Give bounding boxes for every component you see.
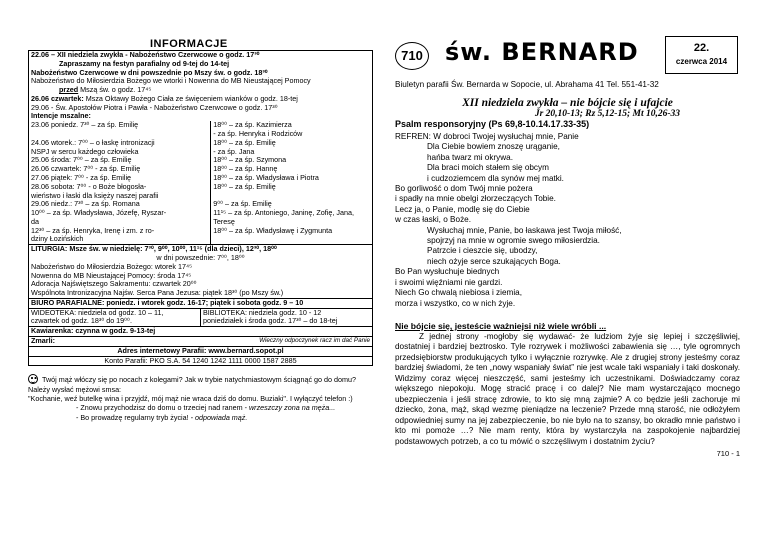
psalm-title: Psalm responsoryjny (Ps 69,8-10.14.17.33-35) — [395, 119, 590, 129]
bulletin-title: św. BERNARD — [445, 38, 639, 66]
wideoteka-biblioteka — [29, 308, 372, 327]
mass-morning: 25.06 środa: 7⁰⁰ – za śp. Emilię — [29, 156, 211, 165]
date-month: czerwca 2014 — [675, 57, 728, 66]
smiley-icon — [28, 374, 38, 384]
info-box — [28, 50, 373, 366]
mass-evening: 18⁰⁰ – za śp. Emilię — [213, 181, 276, 191]
wideoteka: WIDEOTEKA: niedziela od godz. 10 – 11, czwartek od godz. 18³⁰ do 19⁰⁰. — [31, 307, 164, 326]
liturgia-line-3: Nowenna do MB Nieustającej Pomocy: środa 17⁴⁵ — [31, 270, 192, 280]
mass-intentions-table — [29, 121, 372, 244]
mass-row — [29, 183, 372, 201]
joke-line-1-text: - Znowu przychodzisz do domu o trzeciej nad ranem - — [76, 403, 247, 413]
mass-evening: 18⁰⁰ – za śp. Władysława i Piotra — [213, 172, 319, 182]
mass-evening: 18⁰⁰ – za śp. Szymona — [213, 155, 287, 165]
liturgia-line-5: Wspólnota Intronizacyjna Najśw. Serca Pana Jezusa: piątek 18³⁰ (po Mszy św.) — [31, 288, 284, 298]
liturgia-line-4: Adoracja Najświętszego Sakramentu: czwartek 20⁰⁰ — [31, 279, 197, 289]
article-body: Z jednej strony -mogłoby się wydawać- że ludziom żyje się lepiej i szczęśliwiej, dostatniej i bardziej beztrosko. Tyle rozrywek i możliwości zabawienia się …, tyle ogromnych przedsiębiorstw produkujących tylko i wyłącznie rozrywkę. Ale z drugiej strony jesteśmy coraz bardziej świadomi, że ten „nowy wspaniały świat” nie jest wcale taki wspaniały i taki doskonały. Widzimy coraz więcej nieszczęść, sami jesteśmy ich uczestnikami. Doświadczamy coraz większego niepokoju. Mogę stracić pracę i co dalej? Nie mam wystarczająco mocnego ubezpieczenia i jeśli stracę zdrowie, to kto się mną zajmie? A co będzie jeśli zachoruje mi dziecko, żona, mąż, skąd wezmę pieniądze na leczenie? Przede mną starość, nie odłożyłem odpowiedniej sumy na jej zabezpieczenie, bo nie było na to szansy, bo okradło mnie państwo i kto mi pomoże …? Nie mam renty, która by wystarczyła na zaspokojenie najbardziej podstawowych potrzeb, a co tu mówić o szczęśliwym i dostatnim życiu? — [395, 331, 740, 446]
joke-line-1 — [28, 403, 373, 412]
biuro-parafialne: BIURO PARAFIALNE: poniedz. i wtorek godz. 16-17; piątek i sobota godz. 9 – 10 — [29, 298, 372, 308]
info-title: INFORMACJE — [150, 38, 228, 50]
mass-morning: 26.06 czwartek: 7⁰⁰ - za śp. Emilię — [29, 165, 211, 174]
info-line: 22.06 – XII niedziela zwykła - Nabożeństwo Czerwcowe o godz. 17³⁰ — [31, 50, 260, 59]
przed-emphasis: przed — [59, 85, 79, 95]
psalm-line: hańba twarz mi okrywa. — [427, 152, 514, 162]
joke-line-1-italic: wrzeszczy zona na męża... — [246, 403, 336, 413]
psalm-line: Patrzcie i cieszcie się, ubodzy, — [427, 246, 538, 256]
mass-morning: 24.06 wtorek.: 7⁰⁰ – o łaskę intronizacji NSPJ w sercu każdego człowieka — [29, 139, 211, 157]
mass-evening: 18⁰⁰ – za śp. Hannę — [213, 164, 278, 174]
joke-section — [28, 374, 373, 422]
psalm-line: Bo gorliwość o dom Twój mnie pożera — [395, 184, 533, 194]
liturgia-line-1: w dni powszednie: 7⁰⁰, 18⁰⁰ — [156, 252, 245, 262]
psalm-line: w czas łaski, o Boże. — [395, 215, 471, 225]
info-line: Zapraszamy na festyn parafialny od 9-tej do 14-tej — [59, 58, 230, 68]
psalm-line: Lecz ja, o Panie, modlę się do Ciebie — [395, 204, 530, 214]
info-line: 29.06 - Św. Apostołów Piotra i Pawła - Nabożeństwo Czerwcowe o godz. 17³⁰ — [31, 102, 278, 112]
psalm-line: Dla braci moich stałem się obcym — [427, 163, 549, 173]
info-line: Nabożeństwo do Miłosierdzia Bożego we wtorki i Nowenna do MB Nieustającej Pomocy — [31, 76, 311, 86]
joke-intro — [28, 374, 373, 394]
readings: Jr 20,10-13; Rz 5,12-15; Mt 10,26-33 — [534, 109, 680, 119]
info-line: Nabożeństwo Czerwcowe w dni powszednie po Mszy św. o godz. 18³⁰ — [31, 67, 268, 77]
liturgia-section — [29, 244, 372, 298]
psalm-line: Bo Pan wysłuchuje biednych — [395, 267, 500, 277]
biblioteka: BIBLIOTEKA: niedziela godz. 10 - 12 poniedziałek i środa godz. 17³⁰ – do 18-tej — [200, 309, 372, 327]
date-box — [665, 36, 738, 74]
psalm-line: Dla Ciebie bowiem znoszę urąganie, — [427, 142, 560, 152]
liturgia-line-0: LITURGIA: Msze św. w niedzielę: 7³⁰, 9⁰⁰, 10⁰⁰, 11¹⁵ (dla dzieci), 12³⁰, 18⁰⁰ — [31, 244, 277, 254]
mass-morning: 27.06 piątek: 7⁰⁰ - za śp. Emilię — [29, 174, 211, 183]
mass-row — [29, 121, 372, 139]
mass-morning: 28.06 sobota: 7⁰⁰ - o Boże błogosła- wieństwo i łaski dla księży naszej parafii — [29, 183, 211, 201]
joke-line-2-italic: - odpowiada mąż. — [188, 412, 248, 422]
psalm-line: morza i wszystko, co w nich żyje. — [395, 298, 516, 308]
info-line: przed Mszą św. o godz. 17⁴⁵ — [59, 85, 152, 95]
psalm-line: i cudzoziemcem dla synów mej matki. — [427, 173, 564, 183]
psalm-line: spojrzyj na mnie w ogromie swego miłosierdzia. — [427, 236, 600, 246]
konto-parafii: Konto Parafii: PKO S.A. 54 1240 1242 1111 0000 1587 2885 — [29, 356, 372, 366]
article-title: Nie bójcie się, jesteście ważniejsi niż wiele wróbli ... — [395, 320, 607, 331]
psalm-line: Niech Go chwalą niebiosa i ziemia, — [395, 288, 522, 298]
psalm-line: i swoimi więźniami nie gardzi. — [395, 277, 503, 287]
zmarli-row — [29, 336, 372, 346]
psalm-line: niech ożyje serce szukających Boga. — [427, 256, 561, 266]
mass-morning: 23.06 poniedz. 7³⁰ – za śp. Emilię — [29, 121, 211, 139]
issue-number: 710 — [395, 42, 429, 70]
psalm-line: i spadły na mnie obelgi złorzeczących Tobie. — [395, 194, 556, 204]
bulletin-subheader: Biuletyn parafii Św. Bernarda w Sopocie, ul. Abrahama 41 Tel. 551-41-32 — [395, 80, 659, 89]
info-lines — [29, 51, 372, 121]
mass-row — [29, 200, 372, 244]
date-day: 22. — [693, 42, 710, 54]
kawiarenka: Kawiarenka: czynna w godz. 9-13-tej — [29, 326, 372, 336]
mass-evening: 18⁰⁰ – za śp. Kazimierza - za śp. Henryka i Rodziców — [213, 120, 303, 139]
mass-morning: 29.06 niedz.: 7³⁰ – za śp. Romana 10⁰⁰ – za śp. Władysława, Józefę, Ryszar- da 12³⁰ – za śp. Henryka, Irenę i zm. z ro- dziny Łozińskich — [29, 200, 211, 244]
psalm-text — [395, 132, 740, 309]
joke-line-2 — [28, 413, 373, 422]
joke-body: "Kochanie, weź butelkę wina i przyjdź, mój mąż nie wraca dziś do domu. Buziaki". I wyłączyć telefon :) — [28, 394, 353, 404]
info-line: 26.06 czwartek: Msza Oktawy Bożego Ciała ze święceniem wianków o godz. 18-tej — [31, 93, 298, 103]
liturgia-line-2: Nabożeństwo do Miłosierdzia Bożego: wtorek 17⁴⁵ — [31, 261, 193, 271]
right-column — [395, 28, 740, 458]
zmarli-note: Wieczny odpoczynek racz im dać Panie — [259, 337, 370, 344]
zmarli-label: Zmarli: — [31, 336, 55, 345]
mass-evening: 18⁰⁰ – za śp. Emilię - za śp. Jana — [213, 137, 276, 156]
masthead — [395, 28, 740, 74]
psalm-line: REFREN: W dobroci Twojej wysłuchaj mnie, Panie — [395, 132, 579, 141]
page-number: 710 - 1 — [716, 449, 740, 459]
joke-intro-text: Twój mąż włóczy się po nocach z kolegami? Jak w trybie natychmiastowym ściągnąć go do domu? Należy wysłać mężowi smsa: — [28, 375, 356, 394]
mass-row — [29, 139, 372, 157]
joke-line-2-text: - Bo prowadzę regularny tryb życia! — [76, 412, 189, 422]
sunday-title: XII niedziela zwykła – nie bójcie się i ufajcie — [462, 97, 673, 109]
adres-internetowy: Adres internetowy Parafii: www.bernard.sopot.pl — [29, 346, 372, 356]
left-column — [28, 38, 373, 422]
info-line: Intencje mszalne: — [31, 111, 91, 121]
psalm-line: Wysłuchaj mnie, Panie, bo łaskawa jest Twoja miłość, — [427, 225, 622, 235]
mass-evening: 9⁰⁰ – za śp. Emilię 11¹⁵ – za śp. Antoniego, Janinę, Zofię, Jana, Teresę 18⁰⁰ – za śp. Władysławę i Zygmunta — [213, 199, 354, 235]
date-prefix: 26.06 czwartek: — [31, 93, 84, 103]
